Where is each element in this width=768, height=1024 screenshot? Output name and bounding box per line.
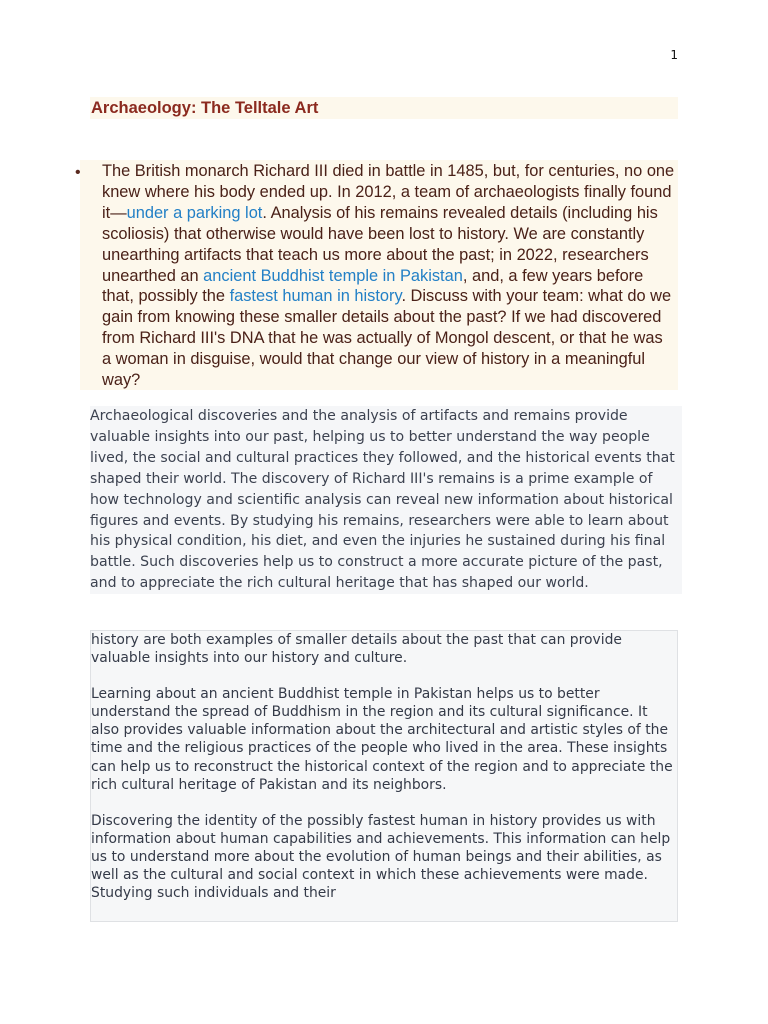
response-box-paragraph: Discovering the identity of the possibly fastest human in history provides us with information about human capabilities and achievements. This information can help us to understand more about the evolution of human beings and their abilities, as well as the cultural and social context in which these achievements were made. Studying such individuals and their: [91, 812, 671, 902]
response-box-paragraph: Learning about an ancient Buddhist temple in Pakistan helps us to better understand the spread of Buddhism in the region and its cultural significance. It also provides valuable information about the architectural and artistic styles of the time and the religious practices of the people who lived in the area. These insights can help us to reconstruct the historical context of the region and to appreciate the rich cultural heritage of Pakistan and its neighbors.: [91, 686, 673, 793]
bullet-icon: •: [75, 164, 81, 181]
prompt-text-part: . Analysis of his remains revealed details (including his scoliosis) that otherwise would have been lost to history. We are constantly unearthing artifacts that teach us more about the past; in 2022, researchers unearthed an: [102, 203, 658, 285]
prompt-text-part: The British monarch Richard III died in battle in 1485, but, for centuries, no one knew where his body ended up. In 2012, a team of archaeologists finally found it—: [102, 162, 675, 222]
link-fastest-human[interactable]: fastest human in history: [229, 287, 402, 306]
prompt-text: [102, 161, 676, 391]
response-paragraph: Archaeological discoveries and the analysis of artifacts and remains provide valuable insights into our past, helping us to better understand the way people lived, the social and cultural practices they followed, and the historical events that shaped their world. The discovery of Richard III's remains is a prime example of how technology and scientific analysis can reveal new information about historical figures and events. By studying his remains, researchers were able to learn about his physical condition, his diet, and even the injuries he sustained during his final battle. Such discoveries help us to construct a more accurate picture of the past, and to appreciate the rich cultural heritage that has shaped our world.: [90, 406, 682, 594]
link-parking-lot[interactable]: under a parking lot: [126, 203, 263, 222]
response-box: [90, 630, 678, 922]
response-box-paragraph: history are both examples of smaller details about the past that can provide valuable insights into our history and culture.: [91, 632, 622, 667]
link-buddhist-temple[interactable]: ancient Buddhist temple in Pakistan: [203, 266, 463, 285]
page-number: 1: [670, 48, 678, 62]
page-title: Archaeology: The Telltale Art: [91, 99, 319, 117]
prompt-text-part: . Discuss with your team: what do we gain from knowing these smaller details about the past? If we had discovered from Richard III's DNA that he was actually of Mongol descent, or that he was a woman in disguise, would that change our view of history in a meaningful way?: [102, 287, 672, 390]
prompt-text-part: , and, a few years before that, possibly the: [102, 266, 644, 306]
